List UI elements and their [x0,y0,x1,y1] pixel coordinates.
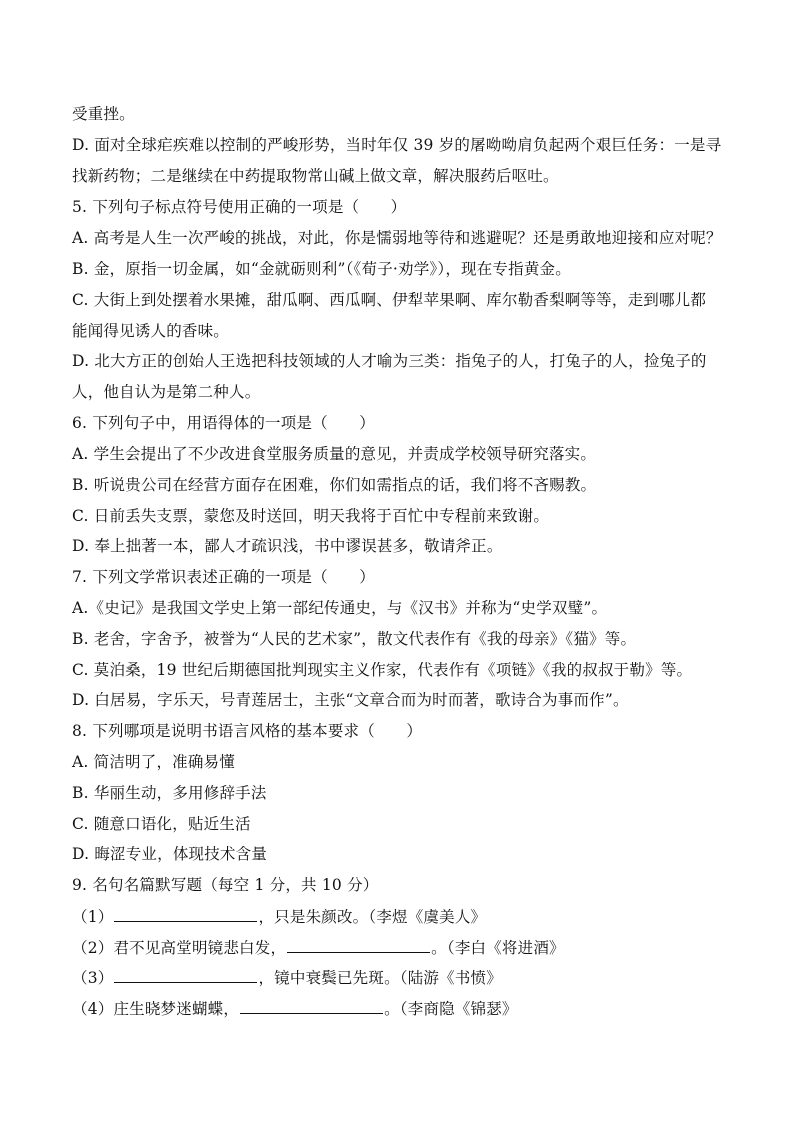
option-a: A. 简洁明了，准确易懂 [72,753,235,771]
option-d: D. 奉上拙著一本，鄙人才疏识浅，书中谬误甚多，敬请斧正。 [72,537,503,555]
question-6-stem: 6. 下列句子中，用语得体的一项是（ ） [72,414,375,432]
option-c: C. 大街上到处摆着水果摊，甜瓜啊、西瓜啊、伊犁苹果啊、库尔勒香梨啊等等，走到哪儿都 [72,291,707,309]
option-b: B. 金，原指一切金属，如“金就砺则利”（《荀子·劝学》），现在专指黄金。 [72,260,571,278]
text-line: 受重挫。 [72,105,135,123]
answer-blank[interactable] [240,998,383,1014]
fill-blank-item-3 [72,967,732,988]
fill-blank-item-2 [72,937,732,958]
question-7-stem: 7. 下列文学常识表述正确的一项是（ ） [72,568,375,586]
answer-blank[interactable] [114,967,257,983]
option-d: D. 白居易，字乐天，号青莲居士，主张“文章合而为时而著，歌诗合为事而作”。 [72,691,629,709]
option-b: B. 听说贵公司在经营方面存在困难，你们如需指点的话，我们将不吝赐教。 [72,476,597,494]
fill-blank-item-1 [72,906,732,927]
option-a: A.《史记》是我国文学史上第一部纪传通史，与《汉书》并称为“史学双璧”。 [72,599,608,617]
item-text: （4）庄生晓梦迷蝴蝶， [72,1000,240,1018]
option-b: B. 老舍，字舍予，被誉为“人民的艺术家”，散文代表作有《我的母亲》《猫》等。 [72,630,637,648]
question-8-stem: 8. 下列哪项是说明书语言风格的基本要求（ ） [72,722,423,740]
question-9-stem: 9. 名句名篇默写题（每空 1 分，共 10 分） [72,876,379,894]
answer-blank[interactable] [287,937,430,953]
text-line: D. 面对全球疟疾难以控制的严峻形势，当时年仅 39 岁的屠呦呦肩负起两个艰巨任务：一是寻 [72,136,722,154]
item-text: ，镜中衰鬓已先斑。（陆游《书愤》 [258,969,502,987]
option-a: A. 学生会提出了不少改进食堂服务质量的意见，并责成学校领导研究落实。 [72,445,597,463]
item-number: （1） [72,908,114,926]
text-line: 找新药物；二是继续在中药提取物常山碱上做文章，解决服药后呕吐。 [72,167,559,185]
question-5-stem: 5. 下列句子标点符号使用正确的一项是（ ） [72,198,407,216]
option-b: B. 华丽生动，多用修辞手法 [72,784,267,802]
option-c: C. 随意口语化，贴近生活 [72,815,251,833]
option-a: A. 高考是人生一次严峻的挑战，对此，你是懦弱地等待和逃避呢？还是勇敢地迎接和应对呢？ [72,229,722,247]
text-line: 人，他自认为是第二种人。 [72,383,261,401]
option-c: C. 莫泊桑，19 世纪后期德国批判现实主义作家，代表作有《项链》《我的叔叔于勒》等。 [72,661,693,679]
text-line: 能闻得见诱人的香味。 [72,322,230,340]
item-text: 。（李白《将进酒》 [431,939,565,957]
option-d: D. 晦涩专业，体现技术含量 [72,845,268,863]
option-c: C. 日前丢失支票，蒙您及时送回，明天我将于百忙中专程前来致谢。 [72,507,550,525]
item-text: ，只是朱颜改。（李煜《虞美人》 [258,908,487,926]
item-text: 。（李商隐《锦瑟》 [384,1000,518,1018]
item-text: （2）君不见高堂明镜悲白发， [72,939,287,957]
item-number: （3） [72,969,114,987]
answer-blank[interactable] [114,906,257,922]
option-d: D. 北大方正的创始人王选把科技领域的人才喻为三类：指兔子的人，打兔子的人，捡兔子的 [72,352,707,370]
fill-blank-item-4 [72,998,732,1019]
